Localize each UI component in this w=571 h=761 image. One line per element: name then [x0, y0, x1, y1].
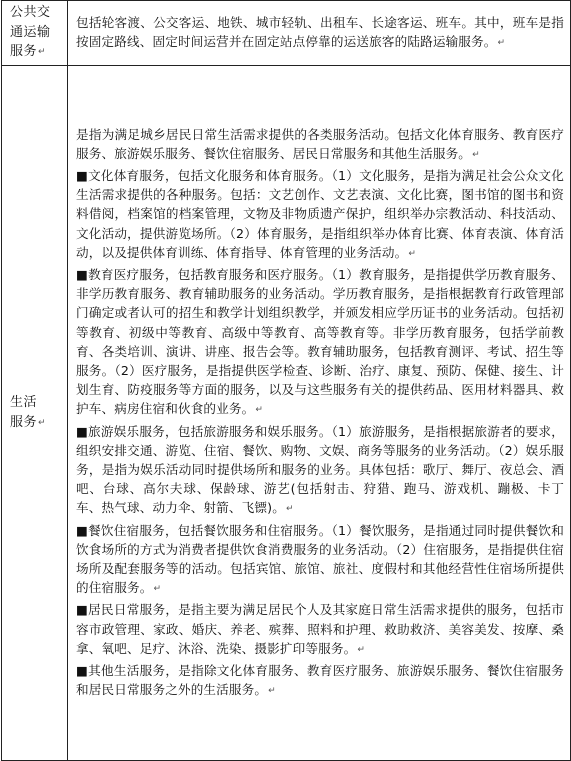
paragraph-mark: ↵: [255, 405, 264, 416]
category-label-line: 服务↵: [10, 44, 47, 60]
description-paragraph: 包括轮客渡、公交客运、地铁、城市轻轨、出租车、长途客运、班车。其中，班车是指按固定路线、固定时间运营并在固定站点停靠的运送旅客的陆路运输服务。↵: [76, 14, 564, 49]
description-paragraph: ■文化体育服务，包括文化服务和体育服务。（1）文化服务，是指为满足社会公众文化生活需求提供的各种服务。包括：文艺创作、文艺表演、文化比赛，图书馆的图书和资料借阅，档案馆的档案管理，文物及非物质遗产保护，组织举办宗教活动、科技活动、文化活动，提供游览场所。（2）体育服务，是指组织举办体育比赛、体育表演、体育活动，以及提供体育训练、体育指导、体育管理的业务活动。↵: [76, 167, 564, 260]
paragraph-mark: ↵: [38, 417, 47, 428]
service-category-table: [1, 0, 571, 761]
category-label-line: 通运输: [10, 24, 51, 40]
paragraph-mark: ↵: [472, 149, 480, 160]
category-label-line: 服务↵: [10, 414, 47, 430]
paragraph-mark: ↵: [38, 47, 47, 58]
paragraph-mark: ↵: [408, 248, 417, 259]
category-label-cell: [2, 1, 68, 66]
category-label-cell: [2, 66, 68, 761]
description-paragraph: ■教育医疗服务，包括教育服务和医疗服务。（1）教育服务，是指提供学历教育服务、非学历教育服务、教育辅助服务的业务活动。学历教育服务，是指根据教育行政管理部门确定或者认可的招生和教学计划组织教学，并颁发相应学历证书的业务活动。包括初等教育、初级中等教育、高级中等教育、高等教育等。非学历教育服务，包括学前教育、各类培训、演讲、讲座、报告会等。教育辅助服务，包括教育测评、考试、招生等服务。（2）医疗服务，是指提供医学检查、诊断、治疗、康复、预防、保健、接生、计划生育、防疫服务等方面的服务，以及与这些服务有关的提供药品、医用材料器具、救护车、病房住宿和伙食的业务。↵: [76, 266, 564, 417]
table-row-public-transport: [2, 1, 571, 66]
category-label-line: 公共交: [10, 5, 51, 21]
description-paragraph: ■餐饮住宿服务，包括餐饮服务和住宿服务。（1）餐饮服务，是指通过同时提供餐饮和饮食场所的方式为消费者提供饮食消费服务的业务活动。（2）住宿服务，是指提供住宿场所及配套服务等的活动。包括宾馆、旅馆、旅社、度假村和其他经营性住宿场所提供的住宿服务。↵: [76, 522, 564, 596]
table-row-life-services: [2, 66, 571, 761]
description-paragraph: ■旅游娱乐服务，包括旅游服务和娱乐服务。（1）旅游服务，是指根据旅游者的要求，组织安排交通、游览、住宿、餐饮、购物、文娱、商务等服务的业务活动。（2）娱乐服务，是指为娱乐活动同时提供场所和服务的业务。具体包括：歌厅、舞厅、夜总会、酒吧、台球、高尔夫球、保龄球、游艺(包括射击、狩猎、跑马、游戏机、蹦极、卡丁车、热气球、动力伞、射箭、飞镖)。↵: [76, 423, 564, 516]
description-paragraph: ■居民日常服务，是指主要为满足居民个人及其家庭日常生活需求提供的服务，包括市容市政管理、家政、婚庆、养老、殡葬、照料和护理、救助救济、美容美发、按摩、桑拿、氧吧、足疗、沐浴、洗染、摄影扩印等服务。↵: [76, 602, 564, 656]
description-paragraph: ■其他生活服务，是指除文化体育服务、教育医疗服务、旅游娱乐服务、餐饮住宿服务和居民日常服务之外的生活服务。↵: [76, 663, 564, 698]
category-description-cell: [68, 1, 571, 66]
paragraph-mark: ↵: [357, 644, 366, 655]
category-description-cell: [68, 66, 571, 761]
paragraph-mark: ↵: [268, 686, 276, 697]
description-paragraph: 是指为满足城乡居民日常生活需求提供的各类服务活动。包括文化体育服务、教育医疗服务、旅游娱乐服务、餐饮住宿服务、居民日常服务和其他生活服务。↵: [76, 126, 564, 161]
paragraph-mark: ↵: [497, 38, 506, 48]
paragraph-mark: ↵: [285, 504, 294, 515]
paragraph-mark: ↵: [153, 584, 162, 595]
category-label-line: 生活: [10, 395, 38, 410]
